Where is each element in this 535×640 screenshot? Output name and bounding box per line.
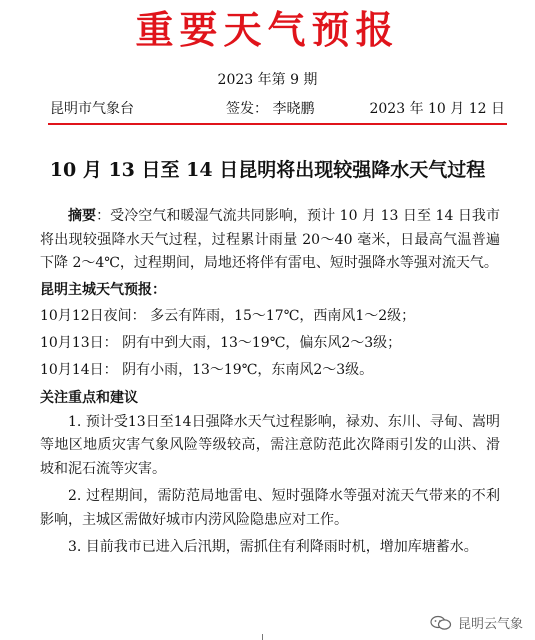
summary-paragraph xyxy=(40,205,500,276)
summary-label: 摘要 xyxy=(68,208,97,224)
summary-text: ：受冷空气和暖湿气流共同影响，预计 10 月 13 日至 14 日我市将出现较强降水天气过程，过程累计雨量 20～40 毫米，日最高气温普遍下降 2～4℃，过程期间，局地还将伴有雷电、短时强降水等强对流天气。 xyxy=(40,208,500,271)
forecast-heading: 昆明主城天气预报： xyxy=(40,281,166,298)
forecast-item: 10月13日： 阴有中到大雨，13～19℃，偏东风2～3级； xyxy=(40,334,402,351)
watermark-text: 昆明云气象 xyxy=(457,617,523,632)
watermark xyxy=(430,613,523,632)
bulletin-title: 10 月 13 日至 14 日昆明将出现较强降水天气过程 xyxy=(49,159,486,181)
bulletin-body xyxy=(40,205,500,560)
red-divider xyxy=(48,123,507,125)
issue-number: 2023 年第 9 期 xyxy=(217,72,318,88)
wechat-icon xyxy=(430,615,452,631)
issue-date: 2023 年 10 月 12 日 xyxy=(369,101,505,117)
advice-item: 2. 过程期间，需防范局地雷电、短时强降水等强对流天气带来的不利影响，主城区需做好城市内涝风险隐患应对工作。 xyxy=(40,488,500,528)
issuing-organization: 昆明市气象台 xyxy=(50,101,134,117)
page-mark xyxy=(262,634,263,640)
signature: 签发： 李晓鹏 xyxy=(226,101,315,117)
advice-heading: 关注重点和建议 xyxy=(40,389,138,406)
masthead: 重要天气预报 xyxy=(135,7,400,52)
forecast-item: 10月12日夜间： 多云有阵雨，15～17℃，西南风1～2级； xyxy=(40,307,416,324)
advice-item: 3. 目前我市已进入后汛期，需抓住有利降雨时机，增加库塘蓄水。 xyxy=(68,539,478,555)
meta-line xyxy=(50,98,505,120)
advice-item: 1. 预计受13日至14日强降水天气过程影响，禄劝、东川、寻甸、嵩明等地区地质灾害气象风险等级较高，需注意防范此次降雨引发的山洪、滑坡和泥石流等灾害。 xyxy=(40,413,500,477)
forecast-item: 10月14日： 阴有小雨，13～19℃，东南风2～3级。 xyxy=(40,361,374,378)
